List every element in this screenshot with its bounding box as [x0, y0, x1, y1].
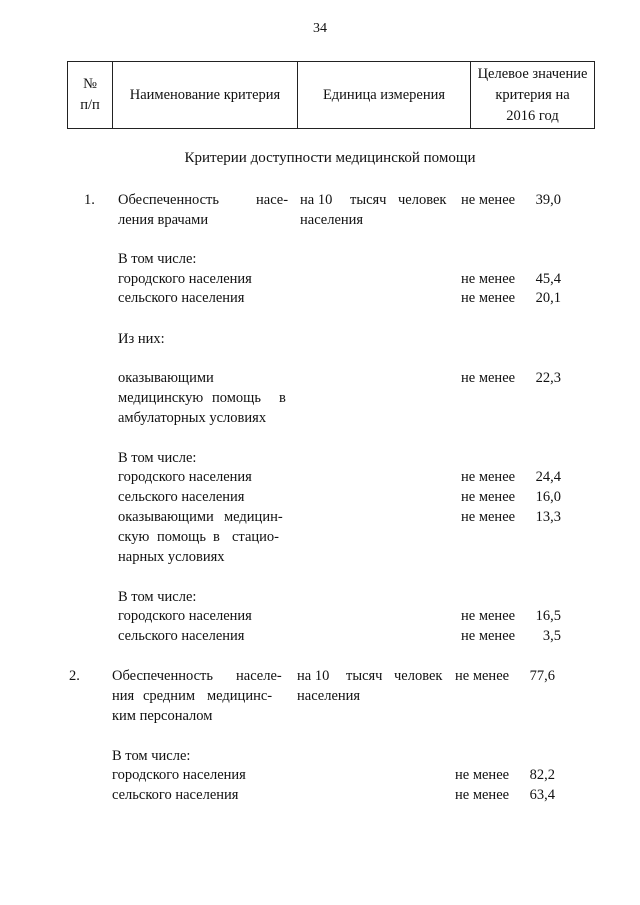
header-target-line1: Целевое значение: [477, 65, 588, 82]
qualifier: не менее: [461, 192, 516, 208]
subgroup-label: сельского населения: [118, 290, 245, 306]
section-title: Критерии доступности медицинской помощи: [184, 150, 476, 166]
subgroup-label: стацио-: [232, 529, 279, 545]
criterion-name-line: населе-: [236, 668, 282, 684]
qualifier: не менее: [461, 489, 516, 505]
page-number: 34: [313, 21, 327, 36]
unit-text: на 10: [300, 192, 333, 208]
criterion-name-line: медицинс-: [207, 688, 273, 704]
criterion-name-line: ления врачами: [118, 212, 209, 228]
qualifier: не менее: [455, 767, 510, 783]
unit-text: тысяч: [350, 192, 387, 208]
subgroup-label: нарных условиях: [118, 549, 225, 565]
criterion-name-line: насе-: [256, 192, 289, 208]
target-value: 20,1: [535, 290, 561, 306]
header-number-cell: [68, 62, 113, 129]
target-value: 63,4: [529, 787, 555, 803]
criterion-name-line: средним: [143, 688, 196, 704]
unit-text: человек: [398, 192, 447, 208]
header-criterion-name: Наименование критерия: [113, 62, 298, 129]
unit-text: населения: [300, 212, 364, 228]
target-value: 16,5: [535, 608, 561, 624]
qualifier: не менее: [461, 628, 516, 644]
qualifier: не менее: [461, 271, 516, 287]
target-value: 3,5: [542, 628, 561, 644]
qualifier: не менее: [455, 787, 510, 803]
target-value: 13,3: [535, 509, 561, 525]
subgroup-heading: В том числе:: [118, 450, 197, 466]
subgroup-label: оказывающими: [118, 370, 214, 386]
header-target-value-cell: [471, 62, 595, 129]
qualifier: не менее: [461, 290, 516, 306]
criterion-name-line: Обеспеченность: [118, 192, 219, 208]
target-value: 77,6: [529, 668, 555, 684]
target-value: 16,0: [535, 489, 561, 505]
target-value: 39,0: [535, 192, 561, 208]
subgroup-heading: В том числе:: [112, 748, 191, 764]
unit-text: человек: [394, 668, 443, 684]
unit-text: тысяч: [346, 668, 383, 684]
subgroup-label: скую: [118, 529, 150, 545]
header-number-symbol: №: [83, 76, 97, 92]
subgroup-label: помощь: [157, 529, 206, 545]
target-value: 82,2: [529, 767, 555, 783]
subgroup-label: оказывающими: [118, 509, 214, 525]
item-number: 2.: [69, 668, 80, 684]
qualifier: не менее: [461, 608, 516, 624]
subgroup-label: амбулаторных условиях: [118, 410, 267, 426]
subgroup-label: сельского населения: [118, 489, 245, 505]
subgroup-label: городского населения: [118, 469, 252, 485]
unit-text: населения: [297, 688, 361, 704]
qualifier: не менее: [461, 370, 516, 386]
subgroup-label: медицинскую: [118, 390, 204, 406]
header-target-line2: критерия на: [495, 86, 570, 103]
header-unit: Единица измерения: [298, 62, 471, 129]
header-number-abbr: п/п: [80, 97, 100, 113]
subgroup-heading: Из них:: [118, 331, 165, 347]
subgroup-label: медицин-: [224, 509, 283, 525]
subgroup-label: помощь: [212, 390, 261, 406]
subgroup-label: городского населения: [112, 767, 246, 783]
subgroup-label: сельского населения: [118, 628, 245, 644]
criterion-name-line: ния: [112, 688, 135, 704]
criteria-table-header: [67, 61, 595, 129]
subgroup-label: сельского населения: [112, 787, 239, 803]
subgroup-label: в: [213, 529, 220, 545]
criterion-name-line: Обеспеченность: [112, 668, 213, 684]
target-value: 24,4: [535, 469, 561, 485]
unit-text: на 10: [297, 668, 330, 684]
item-number: 1.: [84, 192, 95, 208]
subgroup-heading: В том числе:: [118, 251, 197, 267]
subgroup-label: городского населения: [118, 608, 252, 624]
qualifier: не менее: [461, 469, 516, 485]
target-value: 22,3: [535, 370, 561, 386]
subgroup-heading: В том числе:: [118, 589, 197, 605]
target-value: 45,4: [535, 271, 561, 287]
subgroup-label: городского населения: [118, 271, 252, 287]
criterion-name-line: ким персоналом: [112, 708, 213, 724]
subgroup-label: в: [279, 390, 286, 406]
header-target-line3: 2016 год: [506, 107, 559, 124]
qualifier: не менее: [455, 668, 510, 684]
qualifier: не менее: [461, 509, 516, 525]
